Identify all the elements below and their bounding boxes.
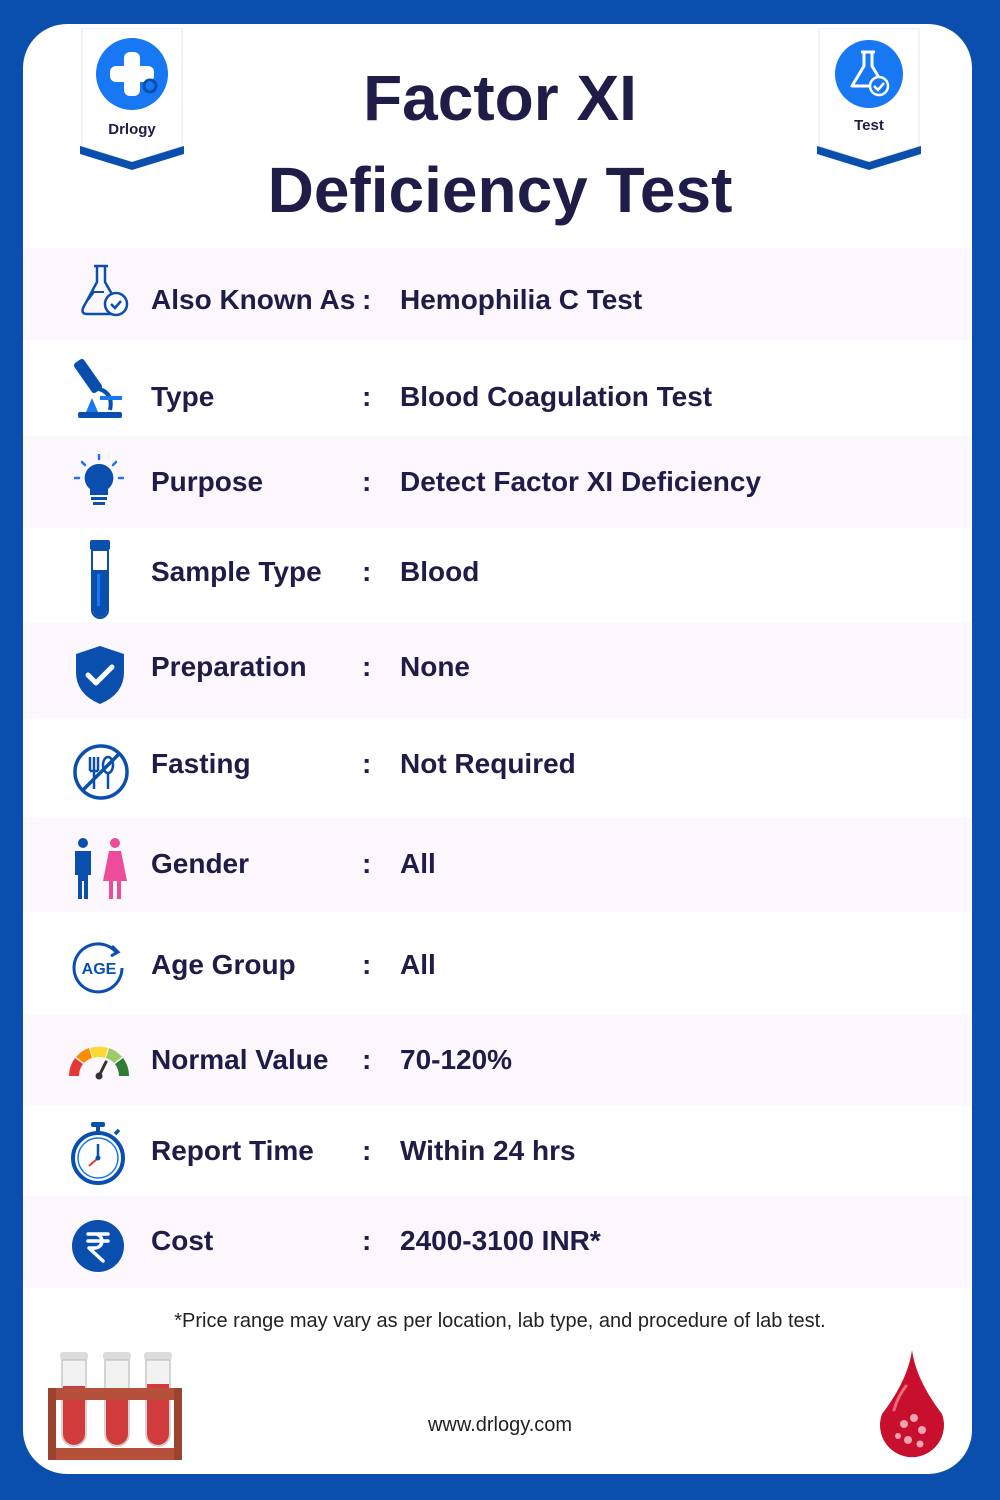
test-label: Test bbox=[854, 117, 884, 134]
label-fasting: Fasting bbox=[151, 748, 251, 779]
gauge-icon bbox=[66, 1044, 132, 1085]
test-tube-icon bbox=[88, 540, 112, 625]
value-report-time: Within 24 hrs bbox=[400, 1135, 576, 1166]
label-purpose: Purpose bbox=[151, 466, 264, 497]
colon: : bbox=[362, 949, 372, 980]
rupee-icon bbox=[71, 1219, 125, 1278]
label-also-known-as: Also Known As bbox=[151, 284, 356, 315]
label-report-time: Report Time bbox=[151, 1135, 314, 1166]
microscope-icon bbox=[74, 354, 128, 425]
colon: : bbox=[362, 748, 372, 779]
label-age-group: Age Group bbox=[151, 949, 296, 980]
label-normal-value: Normal Value bbox=[151, 1044, 329, 1075]
label-type: Type bbox=[151, 381, 215, 412]
no-food-icon bbox=[72, 743, 130, 806]
title-line-1: Factor XI bbox=[363, 62, 637, 134]
colon: : bbox=[362, 381, 372, 412]
age-icon-text: AGE bbox=[81, 961, 117, 978]
colon: : bbox=[362, 556, 372, 587]
value-purpose: Detect Factor XI Deficiency bbox=[400, 466, 762, 497]
colon: : bbox=[362, 466, 372, 497]
male-female-icon bbox=[71, 837, 131, 906]
value-type: Blood Coagulation Test bbox=[400, 381, 713, 412]
colon: : bbox=[362, 1044, 372, 1075]
value-age-group: All bbox=[400, 949, 436, 980]
label-gender: Gender bbox=[151, 848, 250, 879]
colon: : bbox=[362, 284, 372, 315]
value-fasting: Not Required bbox=[400, 748, 576, 779]
value-also-known-as: Hemophilia C Test bbox=[400, 284, 643, 315]
colon: : bbox=[362, 1225, 372, 1256]
price-footnote: *Price range may vary as per location, lab type, and procedure of lab test. bbox=[174, 1310, 826, 1332]
value-cost: 2400-3100 INR* bbox=[400, 1225, 601, 1256]
stopwatch-icon bbox=[69, 1122, 127, 1191]
label-sample-type: Sample Type bbox=[151, 556, 322, 587]
lightbulb-icon bbox=[74, 454, 124, 513]
colon: : bbox=[362, 848, 372, 879]
value-preparation: None bbox=[400, 651, 470, 682]
value-sample-type: Blood bbox=[400, 556, 480, 587]
test-tubes-rack-icon bbox=[44, 1348, 186, 1467]
label-cost: Cost bbox=[151, 1225, 214, 1256]
shield-check-icon bbox=[73, 644, 127, 711]
value-gender: All bbox=[400, 848, 436, 879]
flask-check-icon bbox=[78, 262, 132, 325]
label-preparation: Preparation bbox=[151, 651, 307, 682]
title-line-2: Deficiency Test bbox=[267, 154, 733, 226]
website-link[interactable]: www.drlogy.com bbox=[427, 1414, 573, 1436]
colon: : bbox=[362, 1135, 372, 1166]
age-icon bbox=[70, 940, 128, 1001]
blood-drop-icon bbox=[874, 1348, 950, 1467]
colon: : bbox=[362, 651, 372, 682]
value-normal-value: 70-120% bbox=[400, 1044, 513, 1075]
drlogy-label: Drlogy bbox=[108, 121, 156, 138]
